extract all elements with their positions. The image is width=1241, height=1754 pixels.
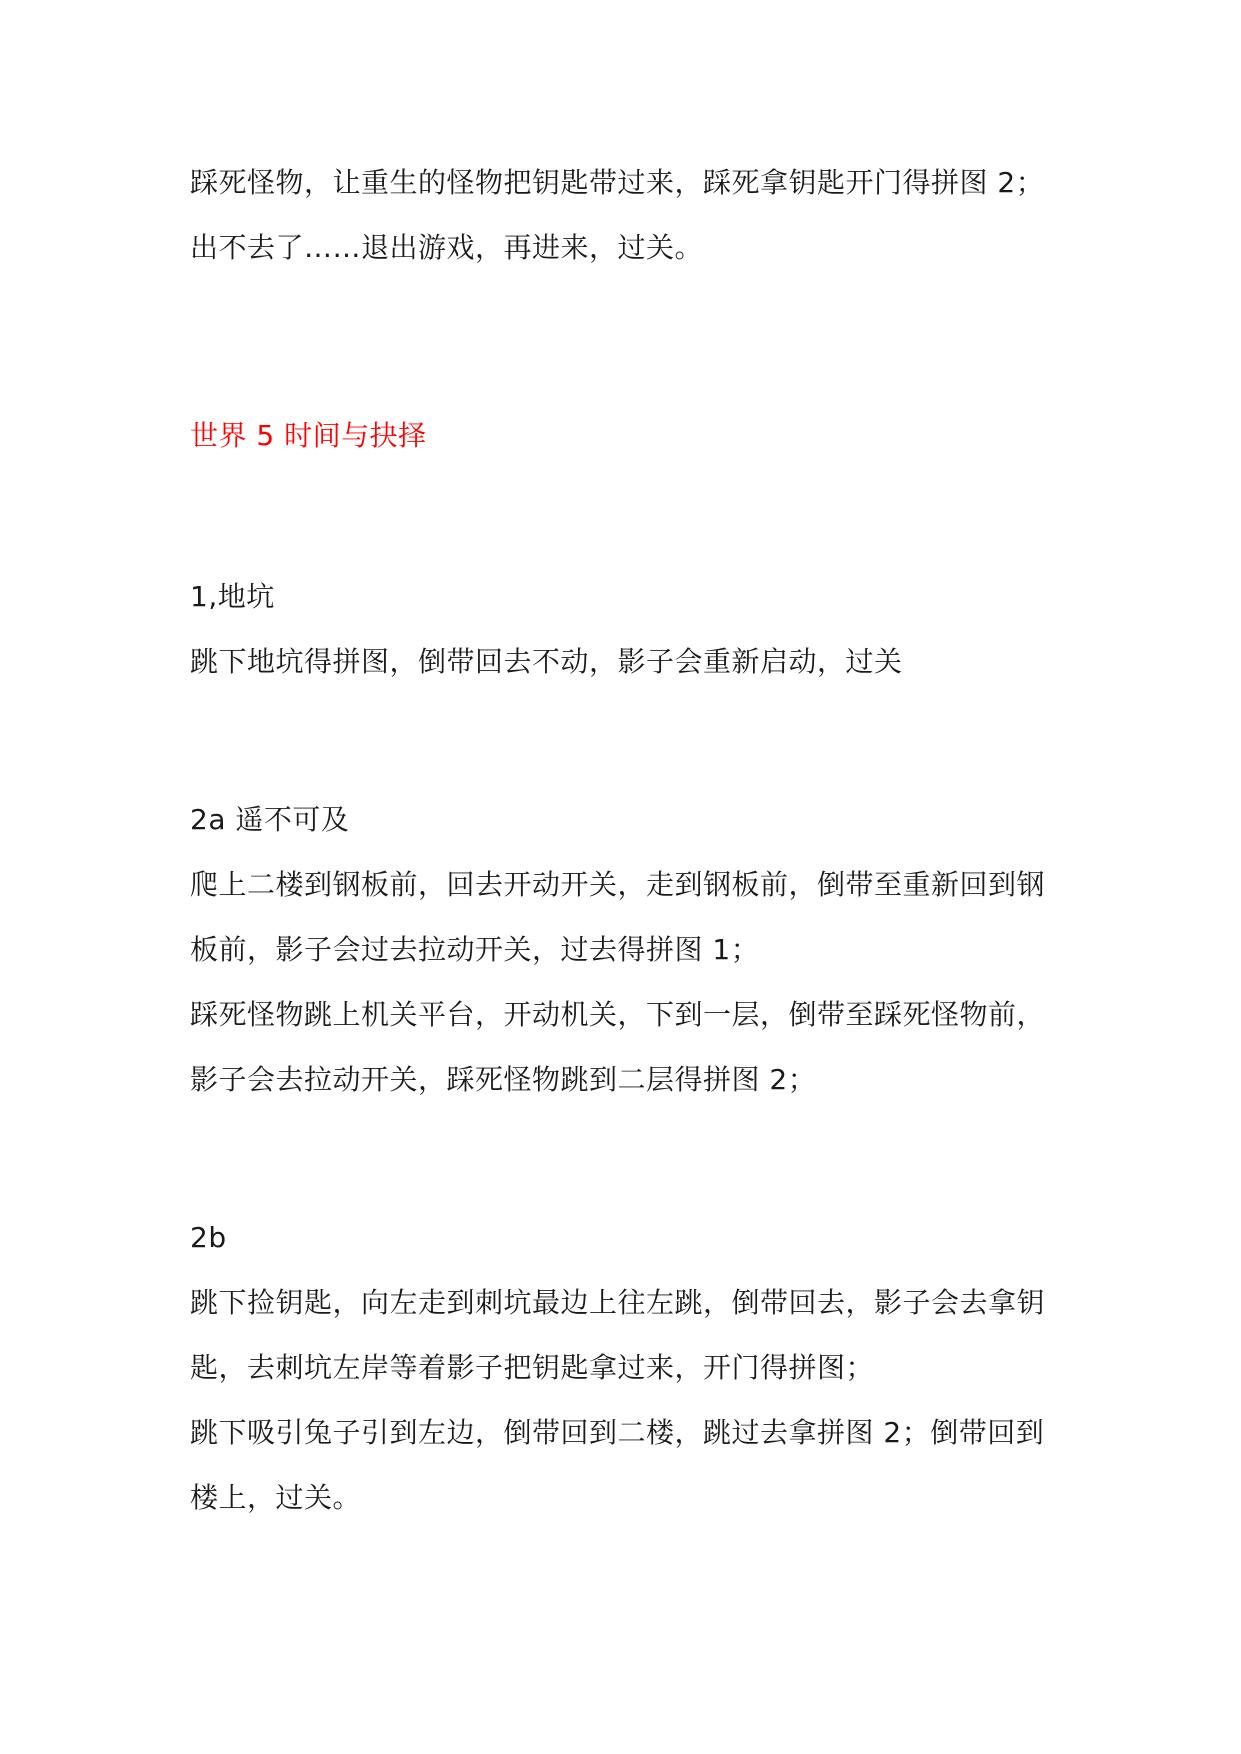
paragraph-line: 跳下地坑得拼图，倒带回去不动，影子会重新启动，过关 [190,645,903,678]
level-title: 1,地坑 [190,580,275,613]
paragraph-line: 跳下吸引兔子引到左边，倒带回到二楼，跳过去拿拼图 2；倒带回到 [190,1416,1045,1449]
level-title: 2b [190,1221,227,1254]
section-heading: 世界 5 时间与抉择 [190,419,427,452]
level-title: 2a 遥不可及 [190,803,350,836]
paragraph-line: 踩死怪物跳上机关平台，开动机关，下到一层，倒带至踩死怪物前， [190,998,1046,1031]
paragraph-line: 爬上二楼到钢板前，回去开动开关，走到钢板前，倒带至重新回到钢 [190,868,1046,901]
paragraph-line: 楼上，过关。 [190,1481,362,1514]
paragraph-line: 匙，去刺坑左岸等着影子把钥匙拿过来，开门得拼图； [190,1351,875,1384]
paragraph-line: 出不去了……退出游戏，再进来，过关。 [190,231,704,264]
paragraph-line: 板前，影子会过去拉动开关，过去得拼图 1； [190,933,760,966]
paragraph-line: 影子会去拉动开关，踩死怪物跳到二层得拼图 2； [190,1063,817,1096]
paragraph-line: 跳下捡钥匙，向左走到刺坑最边上往左跳，倒带回去，影子会去拿钥 [190,1286,1046,1319]
paragraph-line: 踩死怪物，让重生的怪物把钥匙带过来，踩死拿钥匙开门得拼图 2； [190,166,1045,199]
